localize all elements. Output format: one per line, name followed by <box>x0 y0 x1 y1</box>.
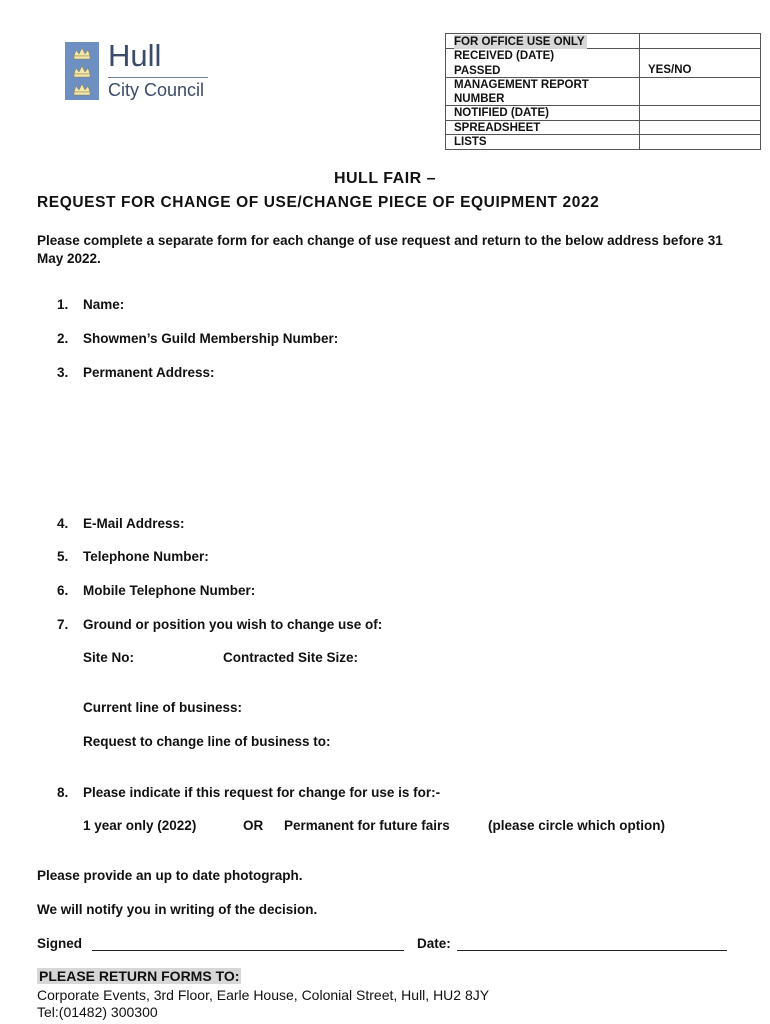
office-use-spreadsheet: SPREADSHEET <box>454 122 541 134</box>
question-mobile-label: Mobile Telephone Number: <box>83 583 256 598</box>
hull-city-council-logo <box>65 38 213 102</box>
office-use-received: RECEIVED (DATE) <box>454 50 555 62</box>
question-number: 6. <box>57 583 69 598</box>
question-number: 7. <box>57 617 69 632</box>
question-number: 2. <box>57 331 69 346</box>
logo-hull-text: Hull <box>108 38 162 73</box>
current-business-label: Current line of business: <box>83 700 243 715</box>
question-address-label: Permanent Address: <box>83 365 215 380</box>
site-no-label: Site No: <box>83 650 135 665</box>
requested-business-label: Request to change line of business to: <box>83 734 331 749</box>
logo-divider <box>108 77 208 78</box>
circle-option-note: (please circle which option) <box>488 818 666 833</box>
question-number: 1. <box>57 297 69 312</box>
option-one-year[interactable]: 1 year only (2022) <box>83 818 197 833</box>
form-subtitle: REQUEST FOR CHANGE OF USE/CHANGE PIECE OF EQUIPMENT 2022 <box>37 194 600 211</box>
form-title: HULL FAIR – <box>333 170 437 187</box>
question-duration-label: Please indicate if this request for change for use is for:- <box>83 785 441 800</box>
intro-instructions: Please complete a separate form for each change of use request and return to the below address before 31 May 2022. <box>37 233 723 266</box>
office-use-passed: PASSED <box>454 65 501 77</box>
decision-notice: We will notify you in writing of the decision. <box>37 902 318 917</box>
photo-instruction: Please provide an up to date photograph. <box>37 868 303 883</box>
date-label: Date: <box>417 936 451 951</box>
return-telephone: Tel:(01482) 300300 <box>37 1004 158 1020</box>
question-name-label: Name: <box>83 297 125 312</box>
question-number: 4. <box>57 516 69 531</box>
office-use-heading: FOR OFFICE USE ONLY <box>454 36 585 48</box>
office-use-yes-no: YES/NO <box>648 64 692 76</box>
question-email-label: E-Mail Address: <box>83 516 185 531</box>
office-use-notified: NOTIFIED (DATE) <box>454 107 549 119</box>
return-forms-heading: PLEASE RETURN FORMS TO: <box>39 968 240 984</box>
return-address: Corporate Events, 3rd Floor, Earle House, Colonial Street, Hull, HU2 8JY <box>37 987 490 1003</box>
question-number: 3. <box>57 365 69 380</box>
question-guild-number-label: Showmen’s Guild Membership Number: <box>83 331 339 346</box>
signature-line[interactable] <box>92 950 404 951</box>
question-number: 5. <box>57 549 69 564</box>
date-line[interactable] <box>457 950 727 951</box>
question-ground-position-label: Ground or position you wish to change use of: <box>83 617 383 632</box>
contracted-site-size-label: Contracted Site Size: <box>223 650 359 665</box>
option-or-text: OR <box>243 818 264 833</box>
option-permanent[interactable]: Permanent for future fairs <box>284 818 450 833</box>
office-use-management-report: MANAGEMENT REPORT <box>454 79 589 91</box>
logo-city-council-text: City Council <box>108 80 205 100</box>
crown-shield-icon <box>65 42 99 100</box>
signed-label: Signed <box>37 936 83 951</box>
office-use-lists: LISTS <box>454 136 487 148</box>
question-telephone-label: Telephone Number: <box>83 549 209 564</box>
office-use-number: NUMBER <box>454 93 505 105</box>
question-number: 8. <box>57 785 69 800</box>
office-use-table <box>445 33 761 150</box>
